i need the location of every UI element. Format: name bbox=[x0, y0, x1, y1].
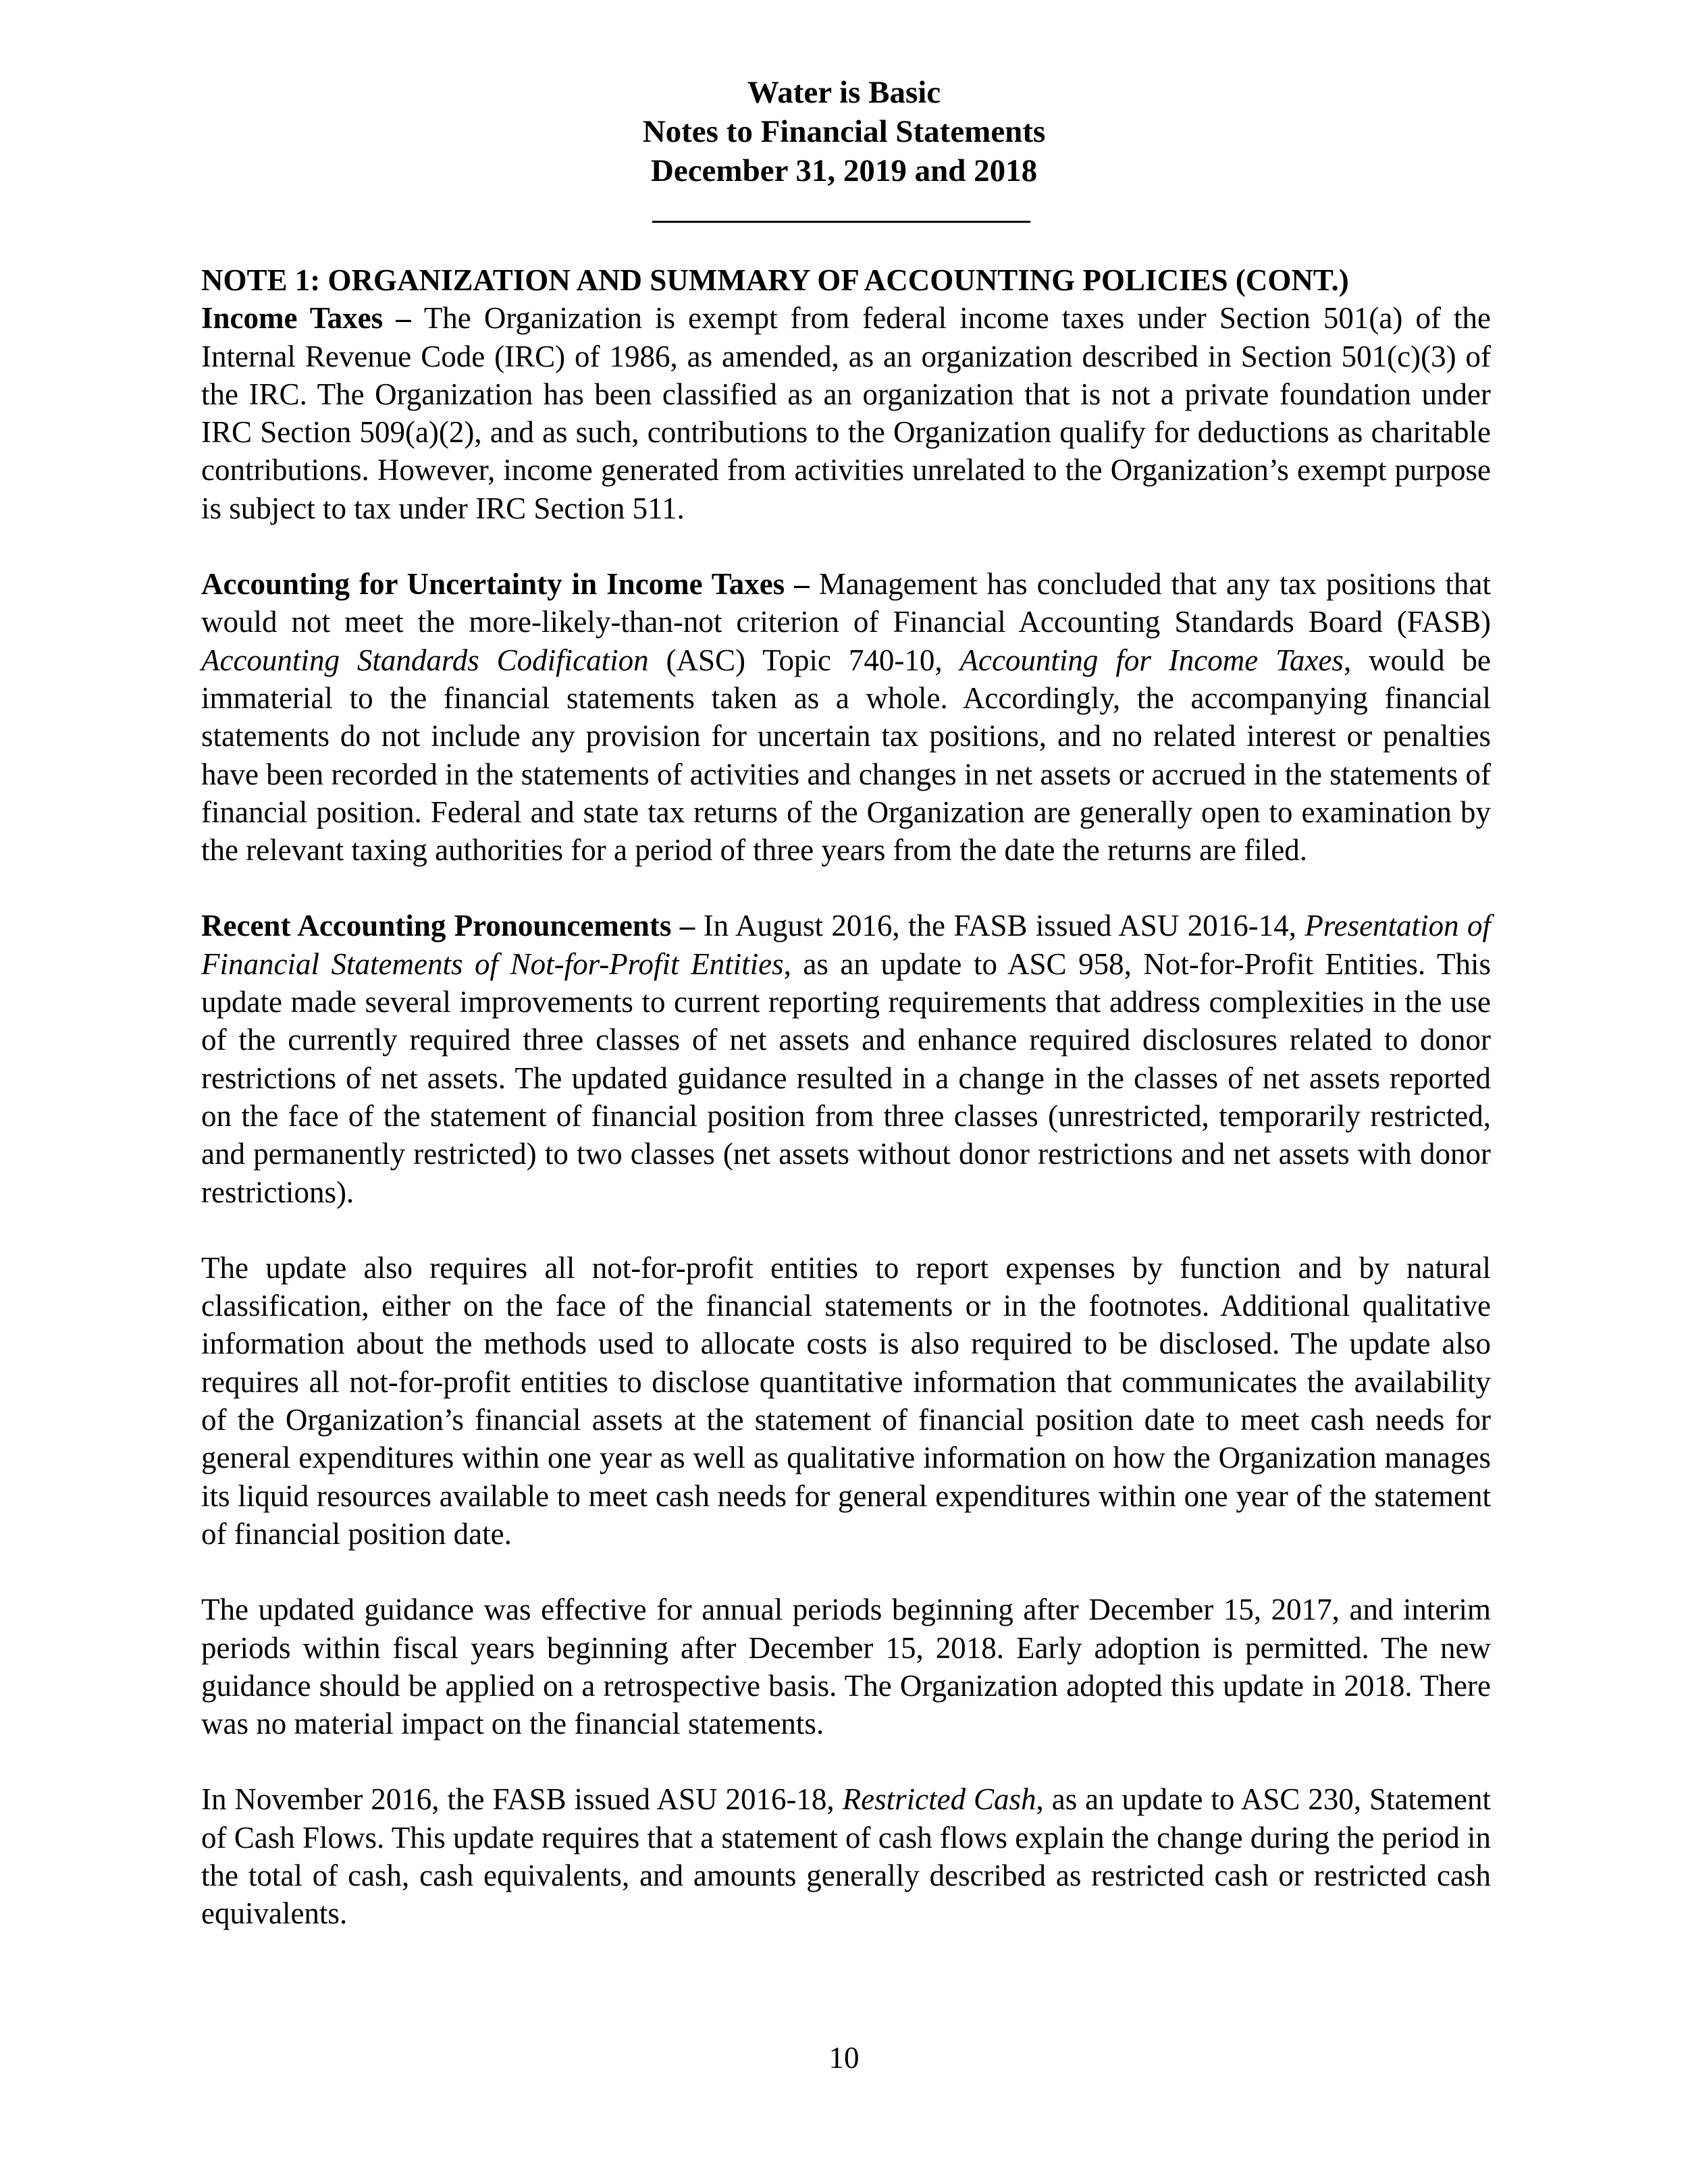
income-taxes-text: The Organization is exempt from federal income taxes under Section 501(a) of the Internal Revenue Code (IRC) of 1986, as amended, as an organization described in Section 501(c)(3) of the IRC. The Organization has been classified as an organization that is not a private foundation under IRC Section 509(a)(2), and as such, contributions to the Organization qualify for deductions as charitable contributions. However, income generated from activities unrelated to the Organization’s exempt purpose is subject to tax under IRC Section 511. bbox=[201, 301, 1492, 525]
uncertainty-text-2: (ASC) Topic 740-10, bbox=[648, 643, 960, 677]
statement-period: December 31, 2019 and 2018 bbox=[650, 153, 1038, 188]
pronouncements-text-1: In August 2016, the FASB issued ASU 2016-14, bbox=[703, 909, 1305, 943]
uncertainty-italic-1: Accounting Standards Codification bbox=[201, 643, 649, 677]
restricted-cash-text-2: , as an update to ASC 230, Statement of Cash Flows. This update requires that a statement of cash flows explain the change during the period in the total of cash, cash equivalents, and amounts generally described as restricted cash or restricted cash equivalents. bbox=[201, 1782, 1491, 1931]
note-title: NOTE 1: ORGANIZATION AND SUMMARY OF ACCOUNTING POLICIES (CONT.) bbox=[201, 263, 1349, 297]
paragraph-update-requirements: The update also requires all not-for-profit entities to report expenses by function and by natural classification, either on the face of the financial statements or in the footnotes. Additional qualitative information about the methods used to allocate costs is also required to be disclosed. The update also requires all not-for-profit entities to disclose quantitative information that communicates the availability of the Organization’s financial assets at the statement of financial position date to meet cash needs for general expenditures within one year as well as qualitative information on how the Organization manages its liquid resources available to meet cash needs for general expenditures within one year of the statement of financial position date. bbox=[201, 1250, 1491, 1551]
notes-body bbox=[201, 261, 1491, 1933]
restricted-cash-italic-1: Restricted Cash bbox=[842, 1782, 1036, 1817]
paragraph-uncertainty bbox=[201, 565, 1491, 869]
pronouncements-text-2: , as an update to ASC 958, Not-for-Profit Entities. This update made several improvements to current reporting requirements that address complexities in the use of the currently required three classes of net assets and enhance required disclosures related to donor restrictions of net assets. The updated guidance resulted in a change in the classes of net assets reported on the face of the statement of financial position from three classes (unrestricted, temporarily restricted, and permanently restricted) to two classes (net assets without donor restrictions and net assets with donor restrictions). bbox=[201, 947, 1491, 1209]
uncertainty-text-1: Management has concluded that any tax positions that would not meet the more-likely-than-not criterion of Financial Accounting Standards Board (FASB) bbox=[201, 567, 1491, 639]
heading-dash: – bbox=[785, 567, 819, 602]
uncertainty-text-3: , would be immaterial to the financial statements taken as a whole. Accordingly, the accompanying financial statements do not include any provision for uncertain tax positions, and no related interest or penalties have been recorded in the statements of activities and changes in net assets or accrued in the statements of financial position. Federal and state tax returns of the Organization are generally open to examination by the relevant taxing authorities for a period of three years from the date the returns are filed. bbox=[201, 643, 1491, 868]
heading-recent-pronouncements: Recent Accounting Pronouncements bbox=[201, 909, 672, 943]
paragraph-restricted-cash bbox=[201, 1780, 1491, 1932]
uncertainty-italic-2: Accounting for Income Taxes bbox=[959, 643, 1344, 677]
header-rule bbox=[652, 221, 1030, 223]
heading-uncertainty: Accounting for Uncertainty in Income Taxes bbox=[201, 567, 785, 602]
restricted-cash-text-1: In November 2016, the FASB issued ASU 2016-18, bbox=[201, 1782, 843, 1817]
organization-name: Water is Basic bbox=[747, 75, 941, 110]
pronouncements-italic-1: Presentation of Financial Statements of Not-for-Profit Entities bbox=[201, 909, 1491, 981]
heading-income-taxes: Income Taxes bbox=[201, 301, 384, 336]
paragraph-recent-pronouncements bbox=[201, 907, 1491, 1210]
heading-dash: – bbox=[671, 909, 704, 943]
document-title: Notes to Financial Statements bbox=[642, 114, 1046, 149]
page-header bbox=[0, 73, 1688, 190]
paragraph-income-taxes bbox=[201, 299, 1491, 527]
page-number: 10 bbox=[828, 2041, 860, 2075]
heading-dash: – bbox=[383, 301, 424, 336]
paragraph-effective-date: The updated guidance was effective for annual periods beginning after December 15, 2017, and interim periods within fiscal years beginning after December 15, 2018. Early adoption is permitted. The new guidance should be applied on a retrospective basis. The Organization adopted this update in 2018. There was no material impact on the financial statements. bbox=[201, 1593, 1491, 1741]
